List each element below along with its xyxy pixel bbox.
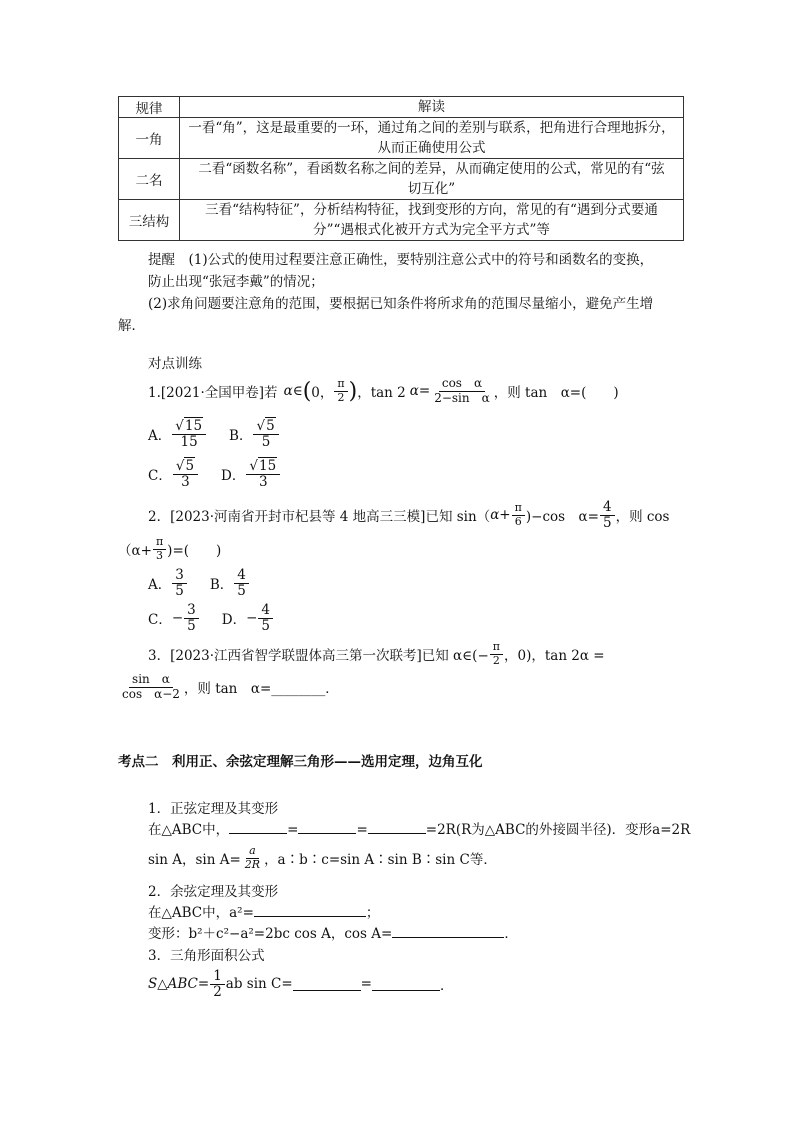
fraction: $\frac{\pi}{6}$ (512, 502, 525, 527)
row-name: 二名 (119, 159, 180, 200)
fraction: $\frac{\pi}{2}$ (334, 378, 347, 403)
fraction: $\frac{a}{2R}$ (244, 844, 261, 871)
q2-options-cd: C． − $\frac{3}{5}$ D． − $\frac{4}{5}$ (148, 600, 274, 636)
sine-law-line2: sin A，sin A= $\frac{a}{2R}$ ，a∶b∶c=sin A∶sin B∶sin C等． (148, 844, 497, 871)
reminder-line1: 提醒 (1)公式的使用过程要注意正确性，要特别注意公式中的符号和函数名的变换， (148, 252, 654, 268)
blank[interactable] (392, 925, 504, 938)
row-name: 一角 (119, 118, 180, 159)
reminder-line4: 解． (118, 318, 145, 334)
question-2-line2: （α+ $\frac{\pi}{3}$ )=( ) (118, 535, 222, 562)
section-heading: 考点二 利用正、余弦定理解三角形——选用定理，边角互化 (118, 754, 483, 770)
row-text: 一看“角”，这是最重要的一环，通过角之间的差别与联系，把角进行合理地拆分， 从而正确使用公式 (180, 118, 684, 159)
fraction: $\frac{\pi}{2}$ (490, 641, 503, 666)
option-d[interactable]: $\frac{√15}{3}$ (246, 459, 280, 490)
blank[interactable] (372, 978, 440, 991)
area-title: 3．三角形面积公式 (148, 948, 265, 964)
reminder-line2: 防止出现“张冠李戴”的情况； (148, 274, 324, 290)
row-text: 二看“函数名称”，看函数名称之间的差异，从而确定使用的公式，常见的有“弦 切互化” (180, 159, 684, 200)
row-text: 三看“结构特征”，分析结构特征，找到变形的方向，常见的有“遇到分式要通 分”“遇根式化被开方式为完全平方式”等 (180, 200, 684, 241)
fraction: $\frac{\text{cos α}}{\text{2−sin α}}$ (434, 376, 490, 405)
table-row (119, 118, 684, 159)
option-b[interactable]: $\frac{4}{5}$ (234, 568, 249, 599)
rules-table (118, 96, 684, 241)
fraction: $\frac{1}{2}$ (210, 969, 225, 1000)
header-col1: 规律 (119, 97, 180, 118)
option-b[interactable]: $\frac{√5}{5}$ (253, 419, 278, 450)
q1-options-cd: C． $\frac{√5}{3}$ D． $\frac{√15}{3}$ (148, 454, 281, 494)
option-a[interactable]: $\frac{3}{5}$ (172, 568, 187, 599)
row-name: 三结构 (119, 200, 180, 241)
practice-title: 对点训练 (148, 356, 202, 372)
sine-law-title: 1．正弦定理及其变形 (148, 801, 279, 817)
blank[interactable] (229, 821, 287, 834)
option-a[interactable]: $\frac{√15}{15}$ (172, 419, 206, 450)
q2-options-ab: A． $\frac{3}{5}$ B． $\frac{4}{5}$ (148, 565, 250, 601)
blank[interactable] (368, 821, 426, 834)
header-col2: 解读 (180, 97, 684, 118)
table-row (119, 200, 684, 241)
table-row (119, 159, 684, 200)
option-d[interactable]: $\frac{4}{5}$ (258, 603, 273, 634)
fraction: $\frac{\text{sin α}}{\text{cos α−2}}$ (122, 672, 180, 701)
blank[interactable] (293, 978, 361, 991)
question-2-line1: 2．[2023·河南省开封市杞县等 4 地高三三模]已知 sin（ α+ $\frac{\pi}{6}$ )−cos α= $\frac{4}{5}$ ，则 cos (148, 498, 670, 531)
table-header-row (119, 97, 684, 118)
reminder-label: 提醒 (148, 252, 175, 268)
fraction: $\frac{\pi}{3}$ (153, 536, 166, 561)
sine-law-line1: 在△ABC中， = = =2R(R为△ABC的外接圆半径)．变形a=2R (148, 822, 691, 838)
option-c[interactable]: $\frac{√5}{3}$ (173, 459, 198, 490)
question-1: 1.[2021·全国甲卷]若 α ∈ ( 0， $\frac{\pi}{2}$ ) ，tan 2 α = $\frac{\text{cos α}}{\text{2−sin α}}$ ，则 tan α=( ) (148, 376, 619, 405)
question-3-line2: $\frac{\text{sin α}}{\text{cos α−2}}$ ，则 tan α=________． (118, 668, 339, 706)
blank[interactable] (254, 904, 366, 917)
cosine-law-line1: 在△ABC中，a²= ； (148, 905, 380, 921)
area-formula: S△ABC= $\frac{1}{2}$ ab sin C= = ． (148, 967, 454, 1000)
reminder-line3: (2)求角问题要注意角的范围，要根据已知条件将所求角的范围尽量缩小，避免产生增 (148, 296, 654, 312)
cosine-law-title: 2．余弦定理及其变形 (148, 884, 279, 900)
option-c[interactable]: $\frac{3}{5}$ (184, 603, 199, 634)
question-3-line1: 3．[2023·江西省智学联盟体高三第一次联考]已知 α∈(− $\frac{\pi}{2}$ ，0)，tan 2α = (148, 640, 605, 667)
q1-options-ab: A． $\frac{√15}{15}$ B． $\frac{√5}{5}$ (148, 414, 280, 454)
blank[interactable] (298, 821, 356, 834)
cosine-law-line2: 变形：b²＋c²−a²=2bc cos A，cos A= ． (148, 926, 518, 942)
fraction: $\frac{4}{5}$ (600, 500, 615, 531)
